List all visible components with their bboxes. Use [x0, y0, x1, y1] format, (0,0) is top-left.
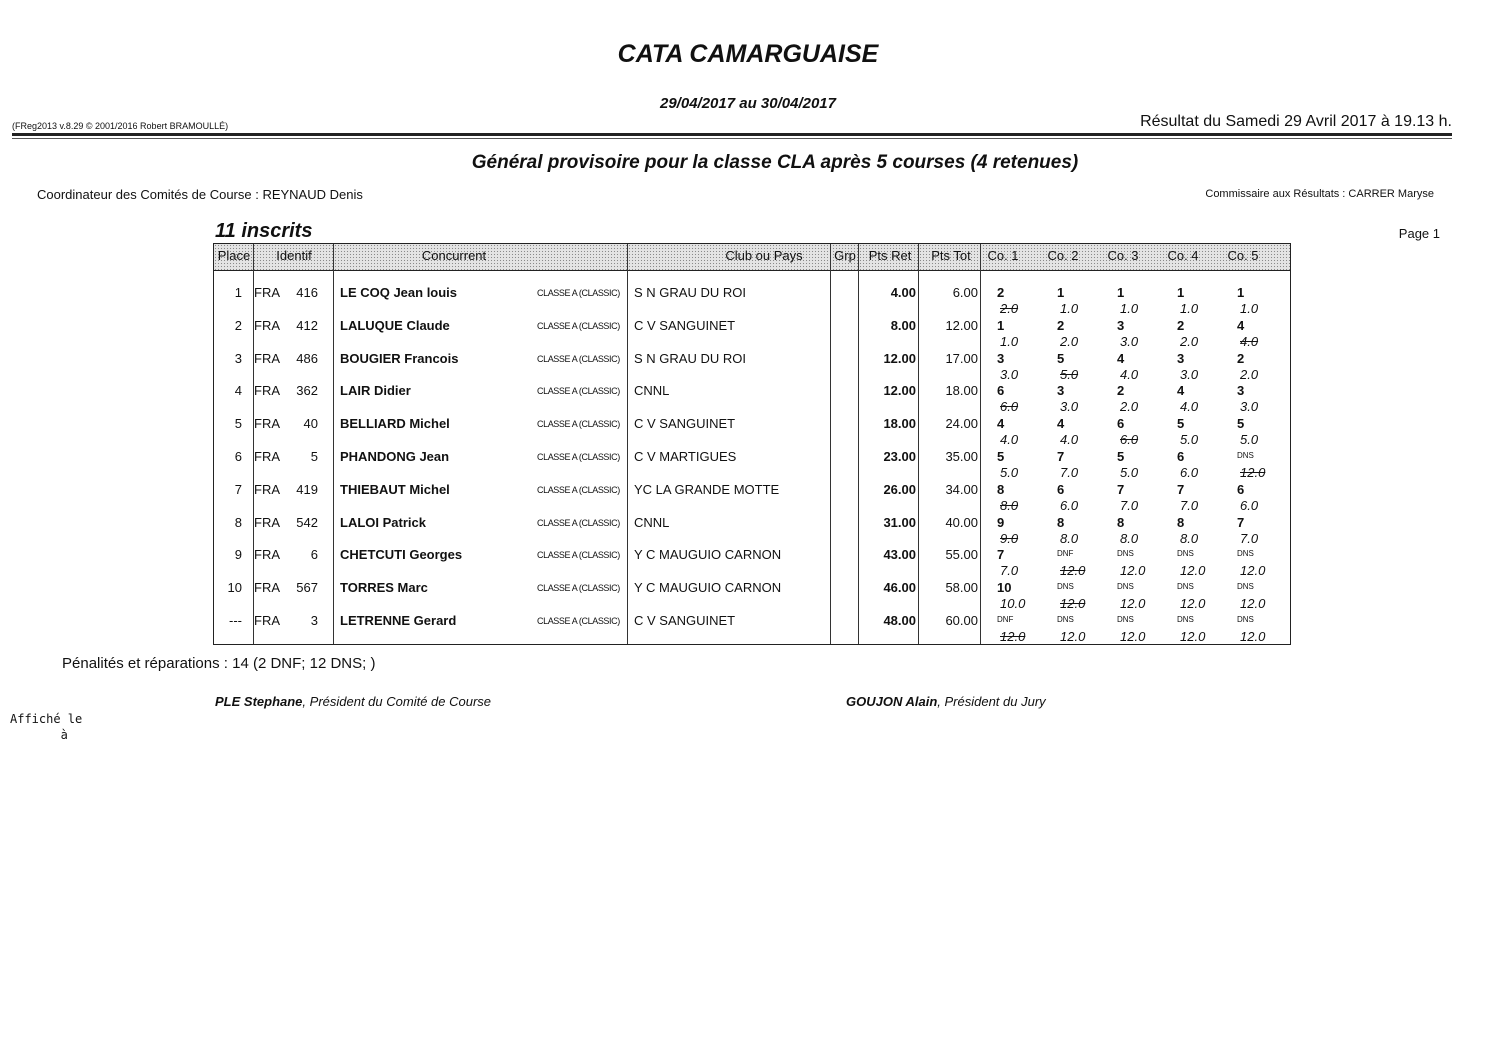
race-rank: 8: [1057, 514, 1065, 530]
row-points-total: 60.00: [945, 613, 978, 628]
race-rank: 8: [1177, 514, 1185, 530]
row-nationality: FRA: [254, 350, 280, 366]
race-score: 1.0: [1060, 301, 1079, 316]
row-points-total: 58.00: [945, 580, 978, 596]
race-score: 12.0: [1180, 596, 1206, 612]
race-score: 6.0: [1000, 399, 1019, 415]
row-club: Y C MAUGUIO CARNON: [634, 547, 782, 563]
row-points-total: 17.00: [945, 350, 978, 366]
row-points-retained: 48.00: [883, 613, 916, 628]
race-score: 4.0: [1060, 432, 1079, 448]
race-score: 4.0: [1240, 333, 1259, 349]
race-rank: 2: [1237, 350, 1245, 366]
row-competitor: BOUGIER Francois: [340, 350, 459, 366]
race-rank: 5: [1057, 350, 1065, 366]
row-points-total: 24.00: [945, 416, 978, 432]
row-sail-number: 362: [296, 383, 318, 399]
row-sail-number: 6: [310, 547, 318, 563]
row-place: 10: [227, 580, 242, 596]
race-rank: 3: [1057, 383, 1065, 399]
race-rank: 1: [1237, 285, 1245, 300]
row-place: 9: [234, 547, 242, 563]
row-nationality: FRA: [254, 449, 280, 464]
event-dates: 29/04/2017 au 30/04/2017: [660, 95, 836, 112]
race-score: 5.0: [1120, 465, 1139, 480]
row-place: 8: [234, 514, 242, 530]
race-score: 2.0: [1060, 333, 1079, 349]
row-points-total: 34.00: [945, 481, 978, 497]
row-sail-number: 412: [296, 317, 318, 333]
race-score: 5.0: [1000, 465, 1019, 480]
row-points-retained: 46.00: [883, 580, 916, 596]
race-score: 5.0: [1240, 432, 1259, 448]
race-rank: 3: [1177, 350, 1185, 366]
race-score: 1.0: [1000, 333, 1019, 349]
race-rank: 3: [997, 350, 1005, 366]
race-score: 10.0: [1000, 596, 1026, 612]
row-competitor: LETRENNE Gerard: [340, 613, 457, 628]
column-header: Club ou Pays: [725, 248, 803, 263]
row-place: 2: [234, 317, 242, 333]
race-committee-signature: [215, 694, 491, 709]
race-rank: 7: [997, 547, 1005, 563]
row-class: CLASSE A (CLASSIC): [537, 616, 620, 626]
race-rank: 2: [997, 285, 1005, 300]
row-place: 6: [234, 449, 242, 464]
row-points-retained: 43.00: [883, 547, 916, 563]
row-points-total: 40.00: [945, 514, 978, 530]
race-score: 12.0: [1000, 629, 1026, 644]
row-sail-number: 416: [296, 285, 318, 300]
race-rank: DNS: [1237, 615, 1254, 624]
column-header: Co. 3: [1107, 248, 1139, 263]
row-points-total: 6.00: [952, 285, 978, 300]
race-score: 6.0: [1060, 497, 1079, 513]
row-points-retained: 26.00: [883, 481, 916, 497]
row-nationality: FRA: [254, 481, 280, 497]
row-class: CLASSE A (CLASSIC): [537, 320, 620, 331]
race-rank: DNS: [1057, 615, 1074, 624]
results-table: [213, 243, 1291, 645]
row-nationality: FRA: [254, 580, 280, 596]
race-rank: 7: [1237, 514, 1245, 530]
row-nationality: FRA: [254, 613, 280, 628]
race-score: 6.0: [1180, 465, 1199, 480]
race-score: 3.0: [1180, 366, 1199, 382]
race-rank: 7: [1117, 481, 1125, 497]
row-points-retained: 12.00: [883, 350, 916, 366]
race-score: 4.0: [1120, 366, 1139, 382]
race-rank: 10: [997, 580, 1012, 596]
column-header: Pts Tot: [931, 248, 971, 263]
row-class: CLASSE A (CLASSIC): [537, 583, 620, 594]
race-score: 4.0: [1000, 432, 1019, 448]
race-score: 7.0: [1240, 530, 1259, 546]
column-header: Co. 1: [987, 248, 1019, 263]
row-competitor: LALUQUE Claude: [340, 317, 450, 333]
row-club: S N GRAU DU ROI: [634, 285, 746, 300]
race-rank: DNF: [997, 615, 1014, 624]
race-score: 12.0: [1120, 629, 1146, 644]
race-rank: 4: [1177, 383, 1185, 399]
race-rank: 1: [997, 317, 1005, 333]
race-rank: 2: [1117, 383, 1125, 399]
race-score: 9.0: [1000, 530, 1019, 546]
row-sail-number: 419: [296, 481, 318, 497]
race-score: 7.0: [1180, 497, 1199, 513]
row-nationality: FRA: [254, 547, 280, 563]
race-rank: 7: [1177, 481, 1185, 497]
race-rank: DNS: [1177, 582, 1194, 592]
row-club: Y C MAUGUIO CARNON: [634, 580, 782, 596]
row-class: CLASSE A (CLASSIC): [537, 353, 620, 364]
row-nationality: FRA: [254, 383, 280, 399]
race-rank: DNS: [1117, 549, 1134, 559]
race-score: 3.0: [1000, 366, 1019, 382]
row-sail-number: 542: [296, 514, 318, 530]
coordinator-line: Coordinateur des Comités de Course : REYNAUD Denis: [37, 187, 363, 202]
race-score: 12.0: [1180, 563, 1206, 579]
race-rank: 1: [1117, 285, 1125, 300]
column-header: Identif: [276, 248, 312, 263]
race-score: 12.0: [1240, 596, 1266, 612]
race-score: 2.0: [1180, 333, 1199, 349]
race-score: 8.0: [1000, 497, 1019, 513]
row-class: CLASSE A (CLASSIC): [537, 484, 620, 495]
race-score: 7.0: [1060, 465, 1079, 480]
row-competitor: LAIR Didier: [340, 383, 411, 399]
race-score: 12.0: [1120, 563, 1146, 579]
column-divider: [980, 244, 981, 644]
row-class: CLASSE A (CLASSIC): [537, 386, 620, 397]
race-rank: 5: [997, 449, 1005, 464]
race-score: 12.0: [1240, 563, 1266, 579]
race-rank: 4: [1117, 350, 1125, 366]
row-class: CLASSE A (CLASSIC): [537, 452, 620, 462]
race-committee-role: , Président du Comité de Course: [302, 694, 492, 709]
race-rank: 4: [997, 416, 1005, 432]
race-score: 3.0: [1060, 399, 1079, 415]
row-competitor: PHANDONG Jean: [340, 449, 450, 464]
row-points-total: 18.00: [945, 383, 978, 399]
row-class: CLASSE A (CLASSIC): [537, 288, 620, 298]
column-header: Grp: [834, 248, 856, 263]
race-rank: DNS: [1237, 451, 1254, 460]
row-points-retained: 23.00: [883, 449, 916, 464]
posted-stamp: Affiché le à: [10, 712, 83, 742]
page-title: CATA CAMARGUAISE: [617, 40, 879, 68]
race-score: 6.0: [1120, 432, 1139, 448]
race-score: 12.0: [1240, 629, 1266, 644]
column-header: Co. 4: [1167, 248, 1199, 263]
column-divider: [333, 244, 334, 644]
race-score: 12.0: [1120, 596, 1146, 612]
entries-count: 11 inscrits: [215, 220, 313, 242]
row-points-retained: 12.00: [883, 383, 916, 399]
race-rank: 6: [1177, 449, 1185, 464]
race-score: 7.0: [1000, 563, 1019, 579]
jury-role: , Président du Jury: [937, 694, 1046, 709]
header-rule: [12, 133, 1452, 136]
race-rank: DNS: [1177, 549, 1194, 559]
race-rank: 8: [997, 481, 1005, 497]
header-rule-thin: [12, 138, 1452, 139]
row-place: 5: [234, 416, 242, 432]
column-header: Pts Ret: [868, 248, 912, 263]
race-score: 5.0: [1180, 432, 1199, 448]
penalties-summary: Pénalités et réparations : 14 (2 DNF; 12 DNS; ): [62, 655, 376, 672]
column-divider: [858, 244, 859, 644]
row-club: CNNL: [634, 383, 670, 399]
race-rank: 5: [1177, 416, 1185, 432]
row-place: ---: [229, 613, 242, 628]
race-score: 1.0: [1180, 301, 1199, 316]
race-rank: 1: [1057, 285, 1065, 300]
row-competitor: CHETCUTI Georges: [340, 547, 463, 563]
row-nationality: FRA: [254, 416, 280, 432]
row-place: 1: [234, 285, 242, 300]
race-rank: 8: [1117, 514, 1125, 530]
row-competitor: THIEBAUT Michel: [340, 481, 450, 497]
race-rank: DNS: [1117, 615, 1134, 624]
race-rank: 2: [1177, 317, 1185, 333]
race-score: 7.0: [1120, 497, 1139, 513]
row-place: 7: [234, 481, 242, 497]
row-points-total: 35.00: [945, 449, 978, 464]
race-score: 8.0: [1180, 530, 1199, 546]
race-rank: 6: [1237, 481, 1245, 497]
race-committee-president: PLE Stephane: [215, 694, 303, 709]
row-sail-number: 3: [310, 613, 318, 628]
race-score: 2.0: [1120, 399, 1139, 415]
race-score: 12.0: [1180, 629, 1206, 644]
row-club: C V SANGUINET: [634, 317, 736, 333]
race-rank: DNS: [1237, 582, 1254, 592]
row-points-retained: 18.00: [883, 416, 916, 432]
race-rank: DNS: [1057, 582, 1074, 592]
row-club: C V MARTIGUES: [634, 449, 737, 464]
race-score: 8.0: [1120, 530, 1139, 546]
row-sail-number: 5: [310, 449, 318, 464]
result-timestamp: Résultat du Samedi 29 Avril 2017 à 19.13 h.: [1140, 113, 1452, 130]
row-points-total: 55.00: [945, 547, 978, 563]
jury-president: GOUJON Alain: [846, 694, 938, 709]
race-score: 8.0: [1060, 530, 1079, 546]
row-club: YC LA GRANDE MOTTE: [634, 481, 780, 497]
column-header: Concurrent: [421, 248, 487, 263]
race-rank: 6: [1057, 481, 1065, 497]
race-score: 3.0: [1120, 333, 1139, 349]
race-score: 3.0: [1240, 399, 1259, 415]
race-rank: 5: [1237, 416, 1245, 432]
race-rank: DNS: [1117, 582, 1134, 592]
race-rank: 4: [1237, 317, 1245, 333]
race-score: 12.0: [1060, 596, 1086, 612]
column-header: Co. 5: [1227, 248, 1259, 263]
ranking-subtitle: Général provisoire pour la classe CLA après 5 courses (4 retenues): [471, 152, 1079, 173]
row-points-retained: 31.00: [883, 514, 916, 530]
column-header: Co. 2: [1047, 248, 1079, 263]
row-competitor: LALOI Patrick: [340, 514, 426, 530]
race-rank: 6: [997, 383, 1005, 399]
race-rank: 2: [1057, 317, 1065, 333]
row-competitor: BELLIARD Michel: [340, 416, 450, 432]
race-score: 12.0: [1060, 563, 1086, 579]
race-rank: DNF: [1057, 549, 1074, 559]
row-nationality: FRA: [254, 514, 280, 530]
race-score: 12.0: [1060, 629, 1086, 644]
column-divider: [830, 244, 831, 644]
race-rank: 3: [1117, 317, 1125, 333]
row-points-retained: 4.00: [890, 285, 916, 300]
race-rank: DNS: [1237, 549, 1254, 559]
software-credit: (FReg2013 v.8.29 © 2001/2016 Robert BRAMOULLÉ): [12, 121, 229, 131]
row-place: 3: [234, 350, 242, 366]
commissioner-line: Commissaire aux Résultats : CARRER Maryse: [1205, 188, 1434, 200]
row-competitor: LE COQ Jean louis: [340, 285, 458, 300]
row-points-retained: 8.00: [890, 317, 916, 333]
column-divider: [253, 244, 254, 644]
jury-signature: [846, 694, 1046, 709]
row-club: C V SANGUINET: [634, 416, 736, 432]
row-club: C V SANGUINET: [634, 613, 736, 628]
race-rank: 7: [1057, 449, 1065, 464]
race-rank: DNS: [1177, 615, 1194, 624]
row-class: CLASSE A (CLASSIC): [537, 419, 620, 430]
race-score: 2.0: [1000, 301, 1019, 316]
row-class: CLASSE A (CLASSIC): [537, 550, 620, 561]
row-sail-number: 486: [296, 350, 318, 366]
row-place: 4: [234, 383, 242, 399]
race-rank: 9: [997, 514, 1005, 530]
race-score: 2.0: [1240, 366, 1259, 382]
race-rank: 4: [1057, 416, 1065, 432]
row-class: CLASSE A (CLASSIC): [537, 517, 620, 528]
race-score: 4.0: [1180, 399, 1199, 415]
race-score: 6.0: [1240, 497, 1259, 513]
row-points-total: 12.00: [945, 317, 978, 333]
column-divider: [627, 244, 628, 644]
row-competitor: TORRES Marc: [340, 580, 428, 596]
race-rank: 5: [1117, 449, 1125, 464]
race-rank: 3: [1237, 383, 1245, 399]
race-rank: 6: [1117, 416, 1125, 432]
race-score: 1.0: [1120, 301, 1139, 316]
column-header: Place: [217, 248, 251, 263]
row-club: CNNL: [634, 514, 670, 530]
race-score: 12.0: [1240, 465, 1266, 480]
row-nationality: FRA: [254, 285, 280, 300]
race-score: 1.0: [1240, 301, 1259, 316]
column-divider: [918, 244, 919, 644]
row-club: S N GRAU DU ROI: [634, 350, 746, 366]
row-sail-number: 40: [303, 416, 318, 432]
race-score: 5.0: [1060, 366, 1079, 382]
race-rank: 1: [1177, 285, 1185, 300]
row-nationality: FRA: [254, 317, 280, 333]
row-sail-number: 567: [296, 580, 318, 596]
page-number: Page 1: [1398, 226, 1440, 241]
